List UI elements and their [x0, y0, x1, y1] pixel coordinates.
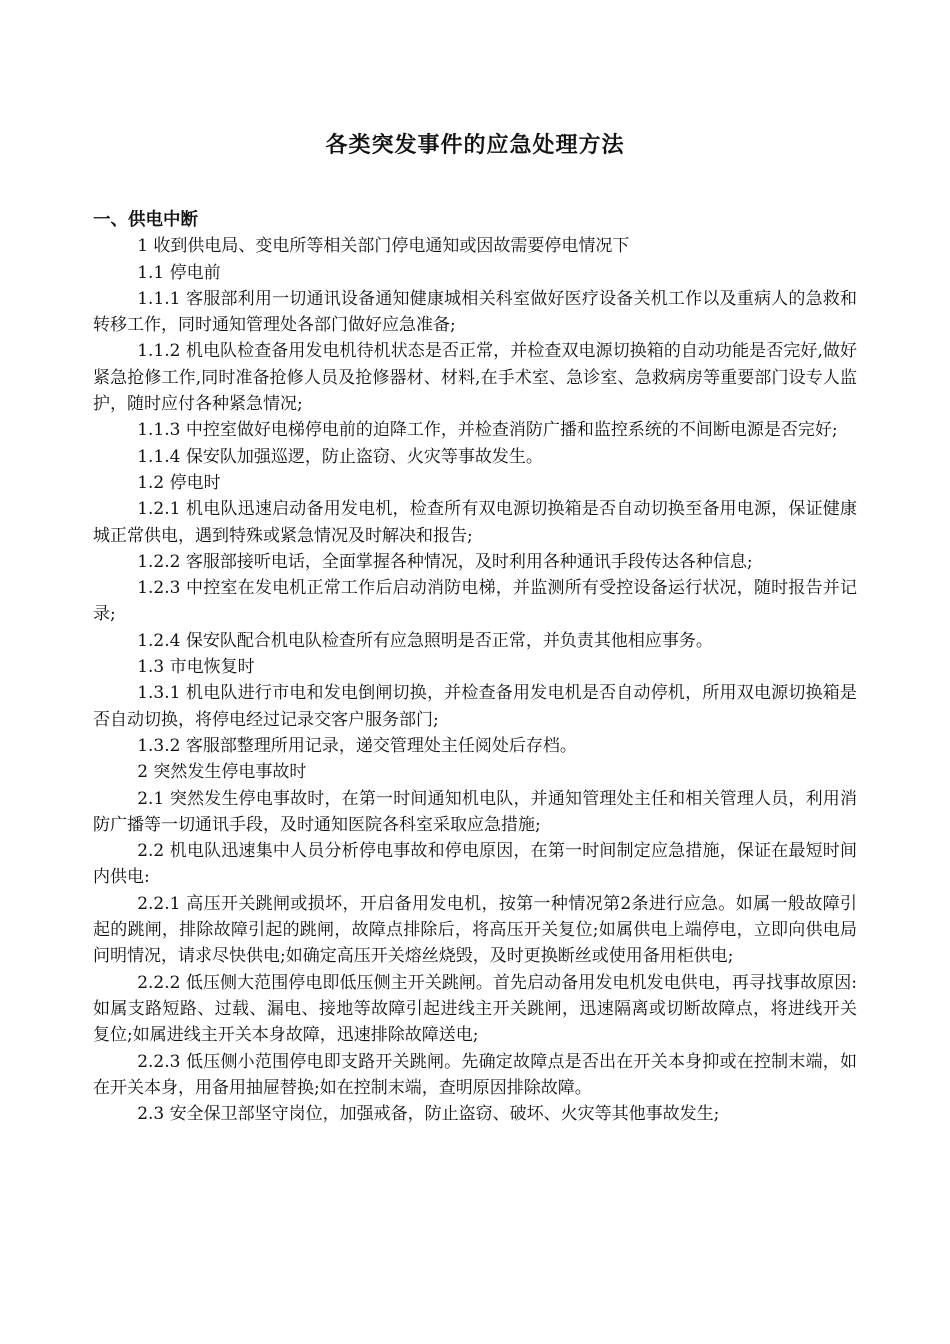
section-heading: 一、供电中断 — [93, 210, 198, 230]
paragraph: 1.2 停电时 — [137, 472, 221, 493]
paragraph: 2.2.3 低压侧小范围停电即支路开关跳闸。先确定故障点是否出在开关本身抑或在控制末端，如在开关本身，用备用抽屉替换;如在控制末端，查明原因排除故障。 — [93, 1051, 857, 1098]
paragraph: 1.1.1 客服部利用一切通讯设备通知健康城相关科室做好医疗设备关机工作以及重病人的急救和转移工作，同时通知管理处各部门做好应急准备; — [93, 288, 857, 336]
paragraph: 1.2.3 中控室在发电机正常工作后启动消防电梯，并监测所有受控设备运行状况，随时报告并记录; — [93, 578, 857, 625]
document-body — [93, 207, 857, 1127]
paragraph: 1.2.2 客服部接听电话，全面掌握各种情况，及时利用各种通讯手段传达各种信息; — [137, 551, 753, 572]
paragraph: 2.2.2 低压侧大范围停电即低压侧主开关跳闸。首先启动备用发电机发电供电，再寻找事故原因:如属支路短路、过载、漏电、接地等故障引起进线主开关跳闸，迅速隔离或切断故障点，将进线开关复位;如属进线主开关本身故障，迅速排除故障送电; — [93, 972, 857, 1046]
paragraph: 1.1.4 保安队加强巡逻，防止盗窃、火灾等事故发生。 — [137, 446, 543, 467]
paragraph: 1 收到供电局、变电所等相关部门停电通知或因故需要停电情况下 — [137, 236, 630, 257]
paragraph: 1.1 停电前 — [137, 262, 221, 283]
paragraph: 1.3.1 机电队进行市电和发电倒闸切换，并检查备用发电机是否自动停机，所用双电源切换箱是否自动切换，将停电经过记录交客户服务部门; — [93, 683, 857, 730]
document-title: 各类突发事件的应急处理方法 — [325, 132, 625, 158]
paragraph: 1.2.1 机电队迅速启动备用发电机，检查所有双电源切换箱是否自动切换至备用电源，保证健康城正常供电，遇到特殊或紧急情况及时解决和报告; — [93, 499, 857, 546]
paragraph: 1.2.4 保安队配合机电队检查所有应急照明是否正常，并负责其他相应事务。 — [137, 630, 713, 651]
paragraph: 1.1.3 中控室做好电梯停电前的迫降工作，并检查消防广播和监控系统的不间断电源是否完好; — [137, 420, 838, 441]
paragraph: 2.1 突然发生停电事故时，在第一时间通知机电队，并通知管理处主任和相关管理人员，利用消防广播等一切通讯手段，及时通知医院各科室采取应急措施; — [93, 788, 857, 835]
paragraph: 2.2.1 高压开关跳闸或损坏，开启备用发电机，按第一种情况第2条进行应急。如属一般故障引起的跳闸，排除故障引起的跳闸，故障点排除后，将高压开关复位;如属供电上端停电，立即向供电局问明情况，请求尽快供电;如确定高压开关熔丝烧毁，及时更换断丝或使用备用柜供电; — [93, 893, 857, 967]
paragraph: 1.3.2 客服部整理所用记录，递交管理处主任阅处后存档。 — [137, 735, 577, 756]
paragraph: 2.3 安全保卫部坚守岗位，加强戒备，防止盗窃、破坏、火灾等其他事故发生; — [137, 1104, 720, 1125]
paragraph: 1.3 市电恢复时 — [137, 657, 255, 678]
paragraph: 2.2 机电队迅速集中人员分析停电事故和停电原因，在第一时间制定应急措施，保证在最短时间内供电: — [93, 841, 857, 888]
paragraph: 2 突然发生停电事故时 — [137, 762, 307, 783]
paragraph: 1.1.2 机电队检查备用发电机待机状态是否正常，并检查双电源切换箱的自动功能是否完好,做好紧急抢修工作,同时准备抢修人员及抢修器材、材料,在手术室、急诊室、急救病房等重要部门设专人监护，随时应付各种紧急情况; — [93, 341, 857, 415]
